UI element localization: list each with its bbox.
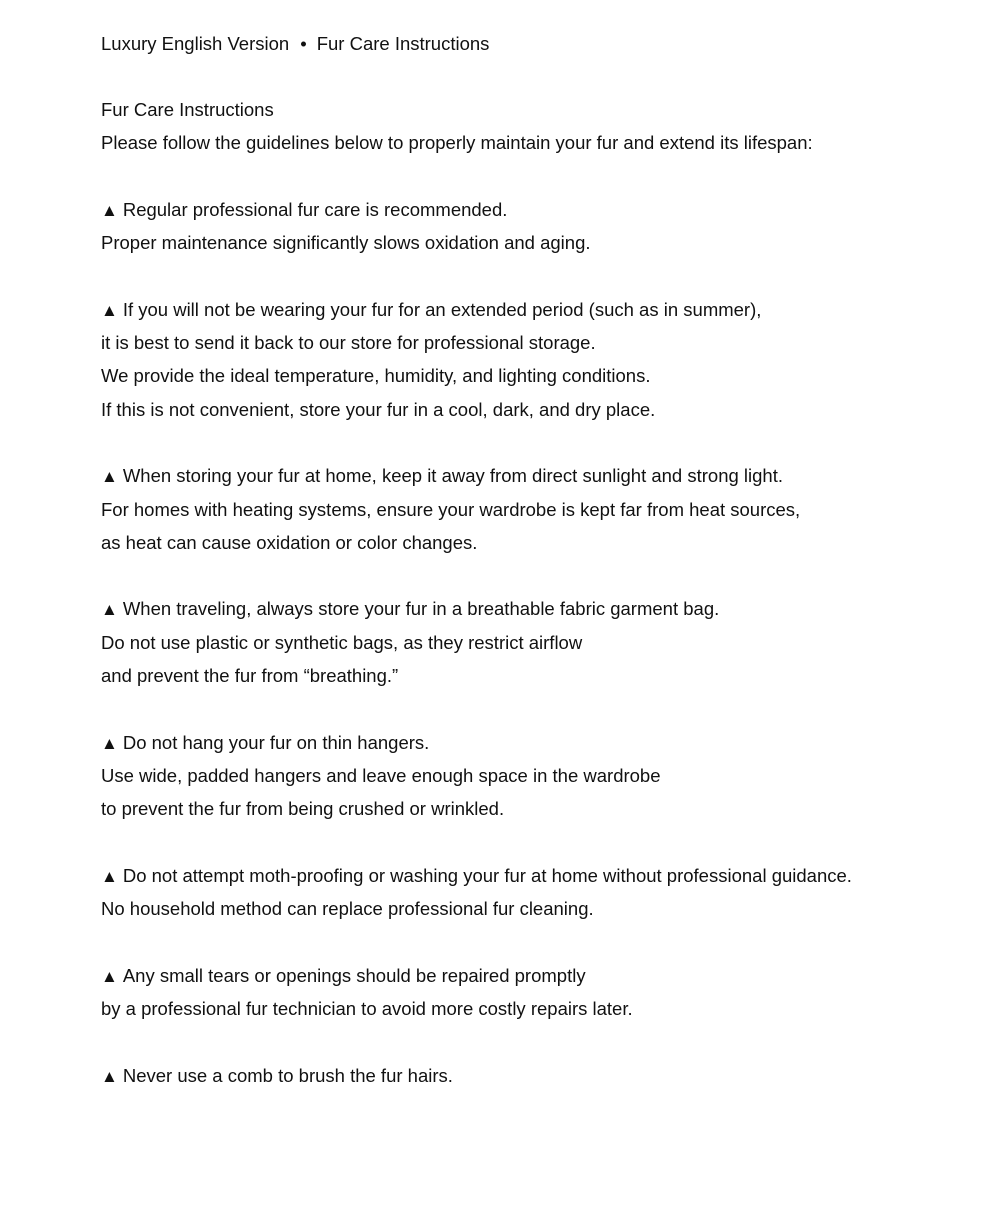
triangle-bullet-icon: ▲ (101, 866, 118, 886)
triangle-bullet-icon: ▲ (101, 1066, 118, 1086)
instruction-lead-text: If you will not be wearing your fur for an extended period (such as in summer), (122, 298, 762, 320)
instruction-detail-line: and prevent the fur from “breathing.” (101, 665, 399, 687)
instruction-lead-text: When storing your fur at home, keep it away from direct sunlight and strong light. (122, 465, 783, 487)
triangle-bullet-icon: ▲ (101, 966, 118, 986)
instruction-section (101, 193, 961, 260)
instruction-lead-text: Any small tears or openings should be repaired promptly (122, 964, 586, 986)
instruction-detail-line: Use wide, padded hangers and leave enough space in the wardrobe (101, 764, 661, 786)
instruction-section (101, 459, 961, 559)
header-separator: • (300, 33, 307, 54)
instruction-detail-line: No household method can replace professional fur cleaning. (101, 898, 594, 920)
care-instructions-list (101, 193, 961, 1092)
instruction-lead (101, 726, 961, 759)
document-page (101, 27, 961, 1092)
triangle-bullet-icon: ▲ (101, 200, 118, 220)
instruction-detail-line: to prevent the fur from being crushed or wrinkled. (101, 798, 505, 820)
header-brand: Luxury English Version (101, 33, 290, 54)
instruction-lead-text: Never use a comb to brush the fur hairs. (122, 1064, 453, 1086)
instruction-lead (101, 1059, 961, 1092)
intro-text: Please follow the guidelines below to properly maintain your fur and extend its lifespan: (101, 132, 813, 154)
instruction-lead (101, 193, 961, 226)
triangle-bullet-icon: ▲ (101, 600, 118, 620)
header-title: Fur Care Instructions (316, 33, 490, 54)
instruction-lead-text: Do not hang your fur on thin hangers. (122, 731, 430, 753)
instruction-lead (101, 592, 961, 625)
instruction-detail-line: by a professional fur technician to avoid more costly repairs later. (101, 998, 633, 1020)
instruction-section (101, 592, 961, 692)
instruction-lead (101, 293, 961, 326)
instruction-lead (101, 459, 961, 492)
instruction-section (101, 293, 961, 426)
instruction-detail-line: For homes with heating systems, ensure your wardrobe is kept far from heat sources, (101, 498, 801, 520)
instruction-lead (101, 959, 961, 992)
intro-heading: Fur Care Instructions (101, 99, 274, 120)
instruction-lead-text: Regular professional fur care is recommended. (122, 198, 508, 220)
instruction-lead-text: When traveling, always store your fur in a breathable fabric garment bag. (122, 598, 720, 620)
intro-block (101, 93, 961, 160)
instruction-section (101, 726, 961, 826)
instruction-detail-line: it is best to send it back to our store for professional storage. (101, 332, 596, 354)
triangle-bullet-icon: ▲ (101, 467, 118, 487)
triangle-bullet-icon: ▲ (101, 300, 118, 320)
instruction-detail-line: Do not use plastic or synthetic bags, as they restrict airflow (101, 631, 583, 653)
page-header (101, 27, 961, 60)
instruction-detail-line: We provide the ideal temperature, humidity, and lighting conditions. (101, 365, 651, 387)
instruction-detail-line: If this is not convenient, store your fur in a cool, dark, and dry place. (101, 398, 656, 420)
instruction-section (101, 959, 961, 1026)
instruction-detail-line: as heat can cause oxidation or color changes. (101, 531, 478, 553)
instruction-detail-line: Proper maintenance significantly slows oxidation and aging. (101, 232, 591, 254)
instruction-lead-text: Do not attempt moth-proofing or washing your fur at home without professional guidance. (122, 864, 852, 886)
instruction-section (101, 859, 961, 926)
triangle-bullet-icon: ▲ (101, 733, 118, 753)
instruction-lead (101, 859, 961, 892)
instruction-section (101, 1059, 961, 1092)
